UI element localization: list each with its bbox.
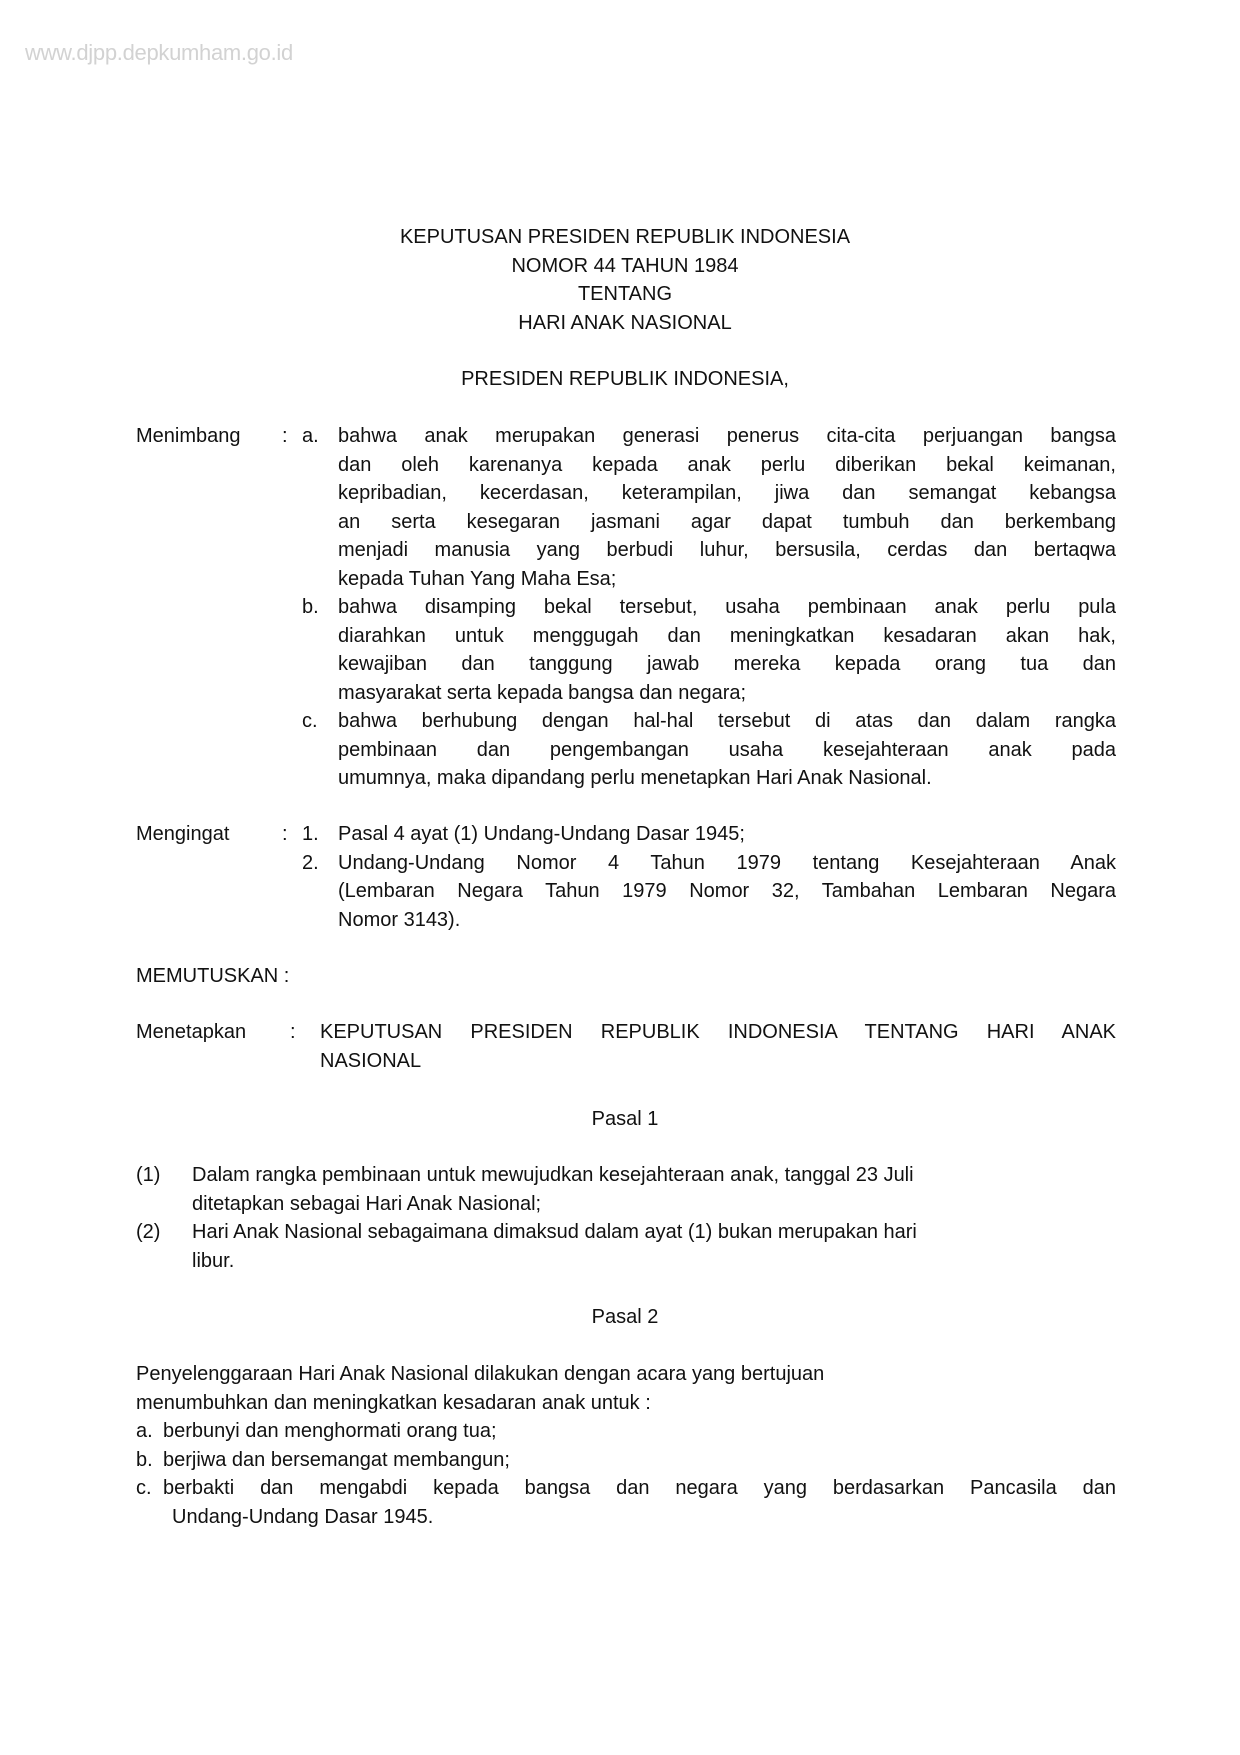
pasal-1-item (136, 1161, 1116, 1218)
colon: : (290, 1021, 296, 1043)
menimbang-line: an serta kesegaran jasmani agar dapat tumbuh dan berkembang (338, 510, 1116, 533)
menimbang-item (136, 593, 1116, 707)
pasal-2-item (136, 1417, 1116, 1446)
pasal-2-intro: menumbuhkan dan meningkatkan kesadaran anak untuk : (136, 1391, 651, 1414)
title-line: TENTANG (577, 283, 673, 305)
title-line: NOMOR 44 TAHUN 1984 (511, 254, 739, 277)
mengingat-item (136, 820, 1116, 849)
menetapkan-label: Menetapkan (136, 1021, 247, 1043)
mengingat-item (136, 849, 1116, 935)
menimbang-line: dan oleh karenanya kepada anak perlu diberikan bekal keimanan, (338, 453, 1116, 476)
pasal-2-line: berbunyi dan menghormati orang tua; (163, 1420, 497, 1442)
president-heading: PRESIDEN REPUBLIK INDONESIA, (461, 368, 789, 390)
menimbang-label: Menimbang (136, 425, 241, 447)
document-title (0, 223, 1240, 337)
menetapkan-line: KEPUTUSAN PRESIDEN REPUBLIK INDONESIA TENTANG HARI ANAK (320, 1021, 1116, 1043)
pasal-1-line: Dalam rangka pembinaan untuk mewujudkan kesejahteraan anak, tanggal 23 Juli (192, 1164, 914, 1186)
pasal-1-item (136, 1218, 1116, 1275)
menimbang-item (136, 422, 1116, 593)
mengingat-line: Pasal 4 ayat (1) Undang-Undang Dasar 1945; (338, 823, 745, 845)
menimbang-line: kepada Tuhan Yang Maha Esa; (338, 567, 617, 590)
menimbang-text (338, 707, 1116, 793)
pasal-1-body (136, 1161, 1116, 1275)
pasal-2-intro: Penyelenggaraan Hari Anak Nasional dilakukan dengan acara yang bertujuan (136, 1363, 825, 1385)
pasal-1-title: Pasal 1 (591, 1108, 659, 1130)
menimbang-line: masyarakat serta kepada bangsa dan negara; (338, 681, 747, 704)
menimbang-line: umumnya, maka dipandang perlu menetapkan Hari Anak Nasional. (338, 767, 932, 789)
pasal-2-marker: a. (136, 1420, 153, 1442)
colon: : (282, 425, 288, 447)
pasal-1-marker: (1) (136, 1164, 161, 1186)
pasal-2-item (136, 1474, 1116, 1531)
menimbang-section (136, 422, 1116, 793)
menimbang-line: kepribadian, kecerdasan, keterampilan, jiwa dan semangat kebangsa (338, 482, 1116, 504)
menetapkan-line: NASIONAL (320, 1049, 422, 1072)
pasal-1-marker: (2) (136, 1221, 161, 1243)
mengingat-marker: 2. (302, 851, 319, 874)
mengingat-text (338, 820, 1116, 849)
pasal-2-item (136, 1446, 1116, 1475)
colon: : (282, 823, 288, 845)
pasal-2-marker: c. (136, 1477, 152, 1499)
menimbang-line: diarahkan untuk menggugah dan meningkatkan kesadaran akan hak, (338, 624, 1116, 647)
title-line: KEPUTUSAN PRESIDEN REPUBLIK INDONESIA (399, 226, 851, 248)
menimbang-item (136, 707, 1116, 793)
pasal-2-text (163, 1446, 1116, 1475)
pasal-2-line: berjiwa dan bersemangat membangun; (163, 1448, 510, 1471)
menimbang-line: pembinaan dan pengembangan usaha kesejahteraan anak pada (338, 738, 1116, 761)
pasal-2-body (136, 1360, 1116, 1531)
menimbang-line: bahwa anak merupakan generasi penerus cita-cita perjuangan bangsa (338, 425, 1116, 447)
pasal-1-line: ditetapkan sebagai Hari Anak Nasional; (192, 1192, 542, 1215)
pasal-2-line: berbakti dan mengabdi kepada bangsa dan negara yang berdasarkan Pancasila dan (163, 1477, 1116, 1499)
pasal-2-text (163, 1474, 1116, 1531)
menetapkan-section (136, 1018, 1116, 1075)
mengingat-line: Nomor 3143). (338, 908, 461, 931)
mengingat-line: (Lembaran Negara Tahun 1979 Nomor 32, Tambahan Lembaran Negara (338, 880, 1116, 902)
watermark: www.djpp.depkumham.go.id (25, 40, 293, 65)
menimbang-text (338, 422, 1116, 593)
mengingat-text (338, 849, 1116, 935)
memutuskan-heading: MEMUTUSKAN : (136, 965, 290, 987)
mengingat-marker: 1. (302, 823, 319, 845)
pasal-1-line: libur. (192, 1249, 235, 1272)
pasal-1-line: Hari Anak Nasional sebagaimana dimaksud dalam ayat (1) bukan merupakan hari (192, 1221, 917, 1243)
menimbang-marker: c. (302, 710, 318, 732)
pasal-2-line: Undang-Undang Dasar 1945. (172, 1505, 434, 1528)
menimbang-line: bahwa disamping bekal tersebut, usaha pembinaan anak perlu pula (338, 596, 1116, 618)
menimbang-line: menjadi manusia yang berbudi luhur, bersusila, cerdas dan bertaqwa (338, 539, 1116, 561)
mengingat-section (136, 820, 1116, 934)
menimbang-marker: b. (302, 596, 319, 618)
pasal-2-text (163, 1417, 1116, 1446)
menimbang-text (338, 593, 1116, 707)
pasal-1-text (192, 1218, 1092, 1275)
menimbang-line: bahwa berhubung dengan hal-hal tersebut di atas dan dalam rangka (338, 710, 1116, 732)
mengingat-label: Mengingat (136, 823, 230, 845)
mengingat-line: Undang-Undang Nomor 4 Tahun 1979 tentang Kesejahteraan Anak (338, 851, 1116, 874)
pasal-2-title: Pasal 2 (591, 1306, 659, 1328)
pasal-1-text (192, 1161, 1092, 1218)
menimbang-marker: a. (302, 425, 319, 447)
title-line: HARI ANAK NASIONAL (518, 311, 732, 334)
menimbang-line: kewajiban dan tanggung jawab mereka kepada orang tua dan (338, 653, 1116, 675)
pasal-2-marker: b. (136, 1448, 153, 1471)
